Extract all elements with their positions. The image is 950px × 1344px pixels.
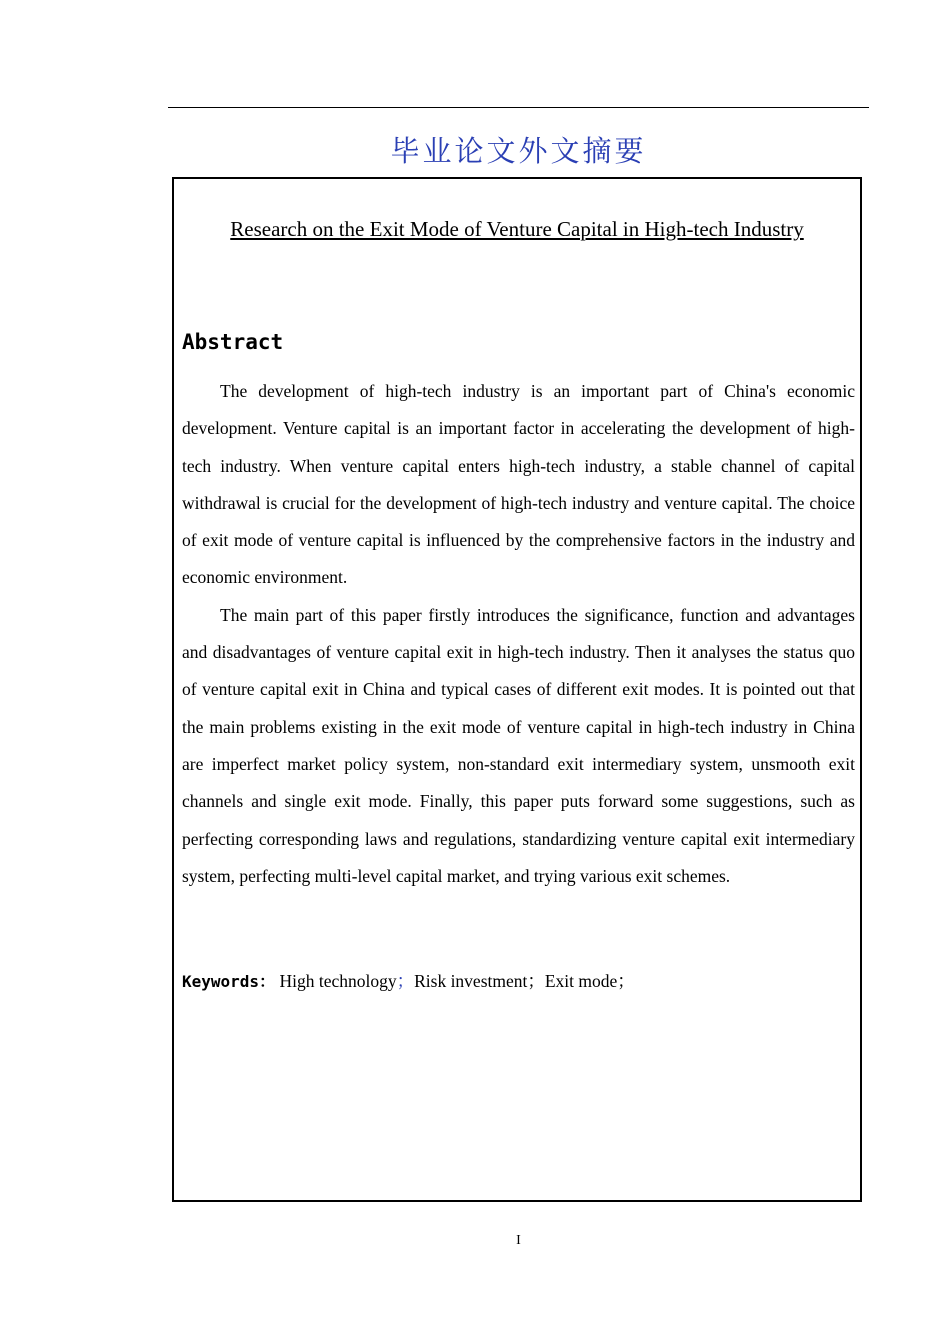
keyword-1: High technology <box>279 971 397 991</box>
thesis-title: Research on the Exit Mode of Venture Capital in High-tech Industry <box>230 217 804 241</box>
keyword-separator: ； <box>396 971 415 991</box>
keyword-separator: ； <box>617 971 635 991</box>
abstract-paragraph-2: The main part of this paper firstly introduces the significance, function and advantages and disadvantages of venture capital exit in high-tech industry. Then it analyses the status quo of venture capital exit in China and typical cases of different exit modes. It is pointed out that the main problems existing in the exit mode of venture capital in high-tech industry in China are imperfect market policy system, non-standard exit intermediary system, unsmooth exit channels and single exit mode. Finally, this paper puts forward some suggestions, such as perfecting corresponding laws and regulations, standardizing venture capital exit intermediary system, perfecting multi-level capital market, and trying various exit schemes. <box>182 604 855 886</box>
keywords-label: Keywords： <box>182 972 276 991</box>
abstract-body <box>182 373 855 895</box>
abstract-frame <box>172 177 862 1202</box>
abstract-paragraph-1: The development of high-tech industry is an important part of China's economic development. Venture capital is an important factor in accelerating the development of high-tech industry. When venture capital enters high-tech industry, a stable channel of capital withdrawal is crucial for the development of high-tech industry and venture capital. The choice of exit mode of venture capital is influenced by the comprehensive factors in the industry and economic environment. <box>182 381 855 588</box>
page-number: I <box>516 1233 521 1248</box>
keyword-separator: ； <box>527 971 545 991</box>
keyword-3: Exit mode <box>544 971 618 991</box>
page-heading: 毕业论文外文摘要 <box>390 134 647 168</box>
keyword-2: Risk investment <box>414 971 528 991</box>
keywords-line <box>182 967 635 996</box>
abstract-heading: Abstract <box>182 330 284 354</box>
header-rule <box>168 107 869 108</box>
